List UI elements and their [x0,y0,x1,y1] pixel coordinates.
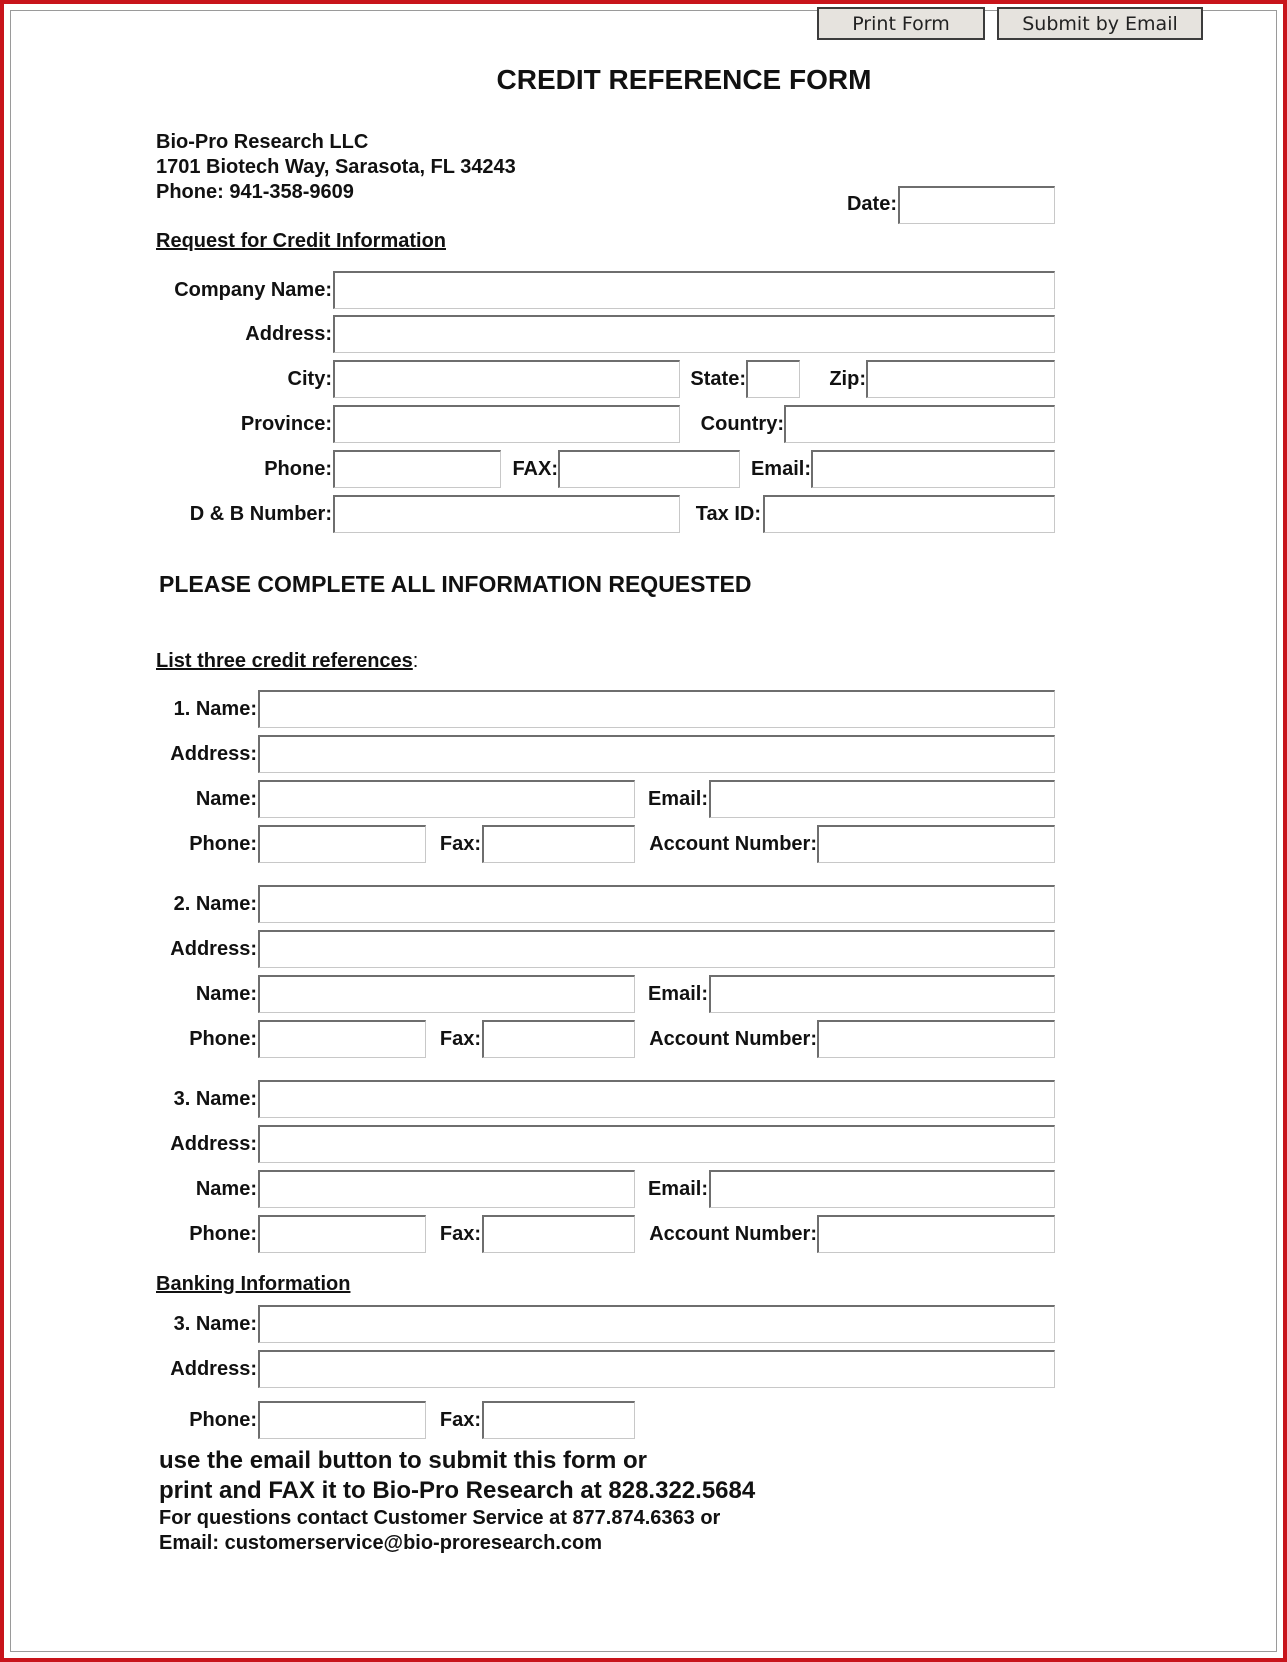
bank-address-field[interactable] [258,1350,1055,1388]
ref3-name-label: 3. Name: [173,1088,257,1110]
city-field[interactable] [333,360,680,398]
ref1-contact-field[interactable] [258,780,635,818]
company-address: 1701 Biotech Way, Sarasota, FL 34243 [156,156,516,178]
db-number-field[interactable] [333,495,680,533]
ref3-phone-field[interactable] [258,1215,426,1253]
print-form-button[interactable]: Print Form [817,7,985,40]
ref3-account-field[interactable] [817,1215,1055,1253]
email-field[interactable] [811,450,1055,488]
ref3-fax-label: Fax: [439,1223,481,1245]
state-label: State: [690,368,746,390]
ref1-name-field[interactable] [258,690,1055,728]
email-label: Email: [750,458,811,480]
country-field[interactable] [784,405,1055,443]
ref2-account-field[interactable] [817,1020,1055,1058]
request-heading-text: Request for Credit Information [156,230,447,252]
company-name: Bio-Pro Research LLC [156,131,369,153]
ref1-name-label: 1. Name: [173,698,257,720]
ref1-address-field[interactable] [258,735,1055,773]
tax-id-label: Tax ID: [695,503,761,525]
references-heading-colon: : [412,650,419,672]
ref3-name-field[interactable] [258,1080,1055,1118]
banking-heading [156,1273,350,1296]
ref1-account-label: Account Number: [649,833,817,855]
footer-line-4: Email: customerservice@bio-proresearch.com [159,1532,603,1554]
ref2-name-field[interactable] [258,885,1055,923]
company-name-label: Company Name: [174,279,332,301]
address-field[interactable] [333,315,1055,353]
references-heading-text: List three credit references [156,650,413,672]
submit-by-email-button[interactable]: Submit by Email [997,7,1203,40]
bank-fax-label: Fax: [439,1409,481,1431]
city-label: City: [287,368,332,390]
tax-id-field[interactable] [763,495,1055,533]
company-name-field[interactable] [333,271,1055,309]
footer-line-1: use the email button to submit this form or [159,1447,648,1474]
ref2-account-label: Account Number: [649,1028,817,1050]
province-field[interactable] [333,405,680,443]
ref1-email-label: Email: [647,788,708,810]
ref2-fax-field[interactable] [482,1020,635,1058]
references-heading [156,650,418,673]
ref3-address-label: Address: [170,1133,257,1155]
ref2-address-field[interactable] [258,930,1055,968]
footer-line-3: For questions contact Customer Service at 877.874.6363 or [159,1507,721,1529]
ref3-contact-field[interactable] [258,1170,635,1208]
ref3-email-label: Email: [647,1178,708,1200]
ref1-email-field[interactable] [709,780,1055,818]
phone-field[interactable] [333,450,501,488]
ref2-contact-label: Name: [195,983,257,1005]
ref2-email-field[interactable] [709,975,1055,1013]
fax-label: FAX: [512,458,558,480]
address-label: Address: [245,323,332,345]
request-heading [156,230,446,253]
ref1-phone-field[interactable] [258,825,426,863]
banking-heading-text: Banking Information [156,1273,351,1295]
date-field[interactable] [898,186,1055,224]
ref3-account-label: Account Number: [649,1223,817,1245]
inner-border [10,10,1277,1652]
zip-label: Zip: [829,368,866,390]
ref1-account-field[interactable] [817,825,1055,863]
date-label: Date: [846,193,897,215]
bank-phone-label: Phone: [189,1409,257,1431]
zip-field[interactable] [866,360,1055,398]
bank-name-field[interactable] [258,1305,1055,1343]
bank-phone-field[interactable] [258,1401,426,1439]
ref2-address-label: Address: [170,938,257,960]
ref2-email-label: Email: [647,983,708,1005]
ref1-fax-field[interactable] [482,825,635,863]
bank-fax-field[interactable] [482,1401,635,1439]
bank-address-label: Address: [170,1358,257,1380]
company-phone: Phone: 941-358-9609 [156,181,354,203]
bank-name-label: 3. Name: [173,1313,257,1335]
ref2-phone-label: Phone: [189,1028,257,1050]
ref2-phone-field[interactable] [258,1020,426,1058]
state-field[interactable] [746,360,800,398]
ref3-phone-label: Phone: [189,1223,257,1245]
ref2-contact-field[interactable] [258,975,635,1013]
province-label: Province: [240,413,332,435]
notice-text: PLEASE COMPLETE ALL INFORMATION REQUESTED [159,571,752,597]
ref1-contact-label: Name: [195,788,257,810]
country-label: Country: [700,413,784,435]
ref2-fax-label: Fax: [439,1028,481,1050]
fax-field[interactable] [558,450,740,488]
ref3-contact-label: Name: [195,1178,257,1200]
db-number-label: D & B Number: [189,503,332,525]
ref3-email-field[interactable] [709,1170,1055,1208]
ref2-name-label: 2. Name: [173,893,257,915]
page-title: CREDIT REFERENCE FORM [496,64,872,95]
ref3-address-field[interactable] [258,1125,1055,1163]
ref3-fax-field[interactable] [482,1215,635,1253]
ref1-phone-label: Phone: [189,833,257,855]
ref1-address-label: Address: [170,743,257,765]
footer-line-2: print and FAX it to Bio-Pro Research at 828.322.5684 [159,1477,756,1504]
ref1-fax-label: Fax: [439,833,481,855]
phone-label: Phone: [264,458,332,480]
